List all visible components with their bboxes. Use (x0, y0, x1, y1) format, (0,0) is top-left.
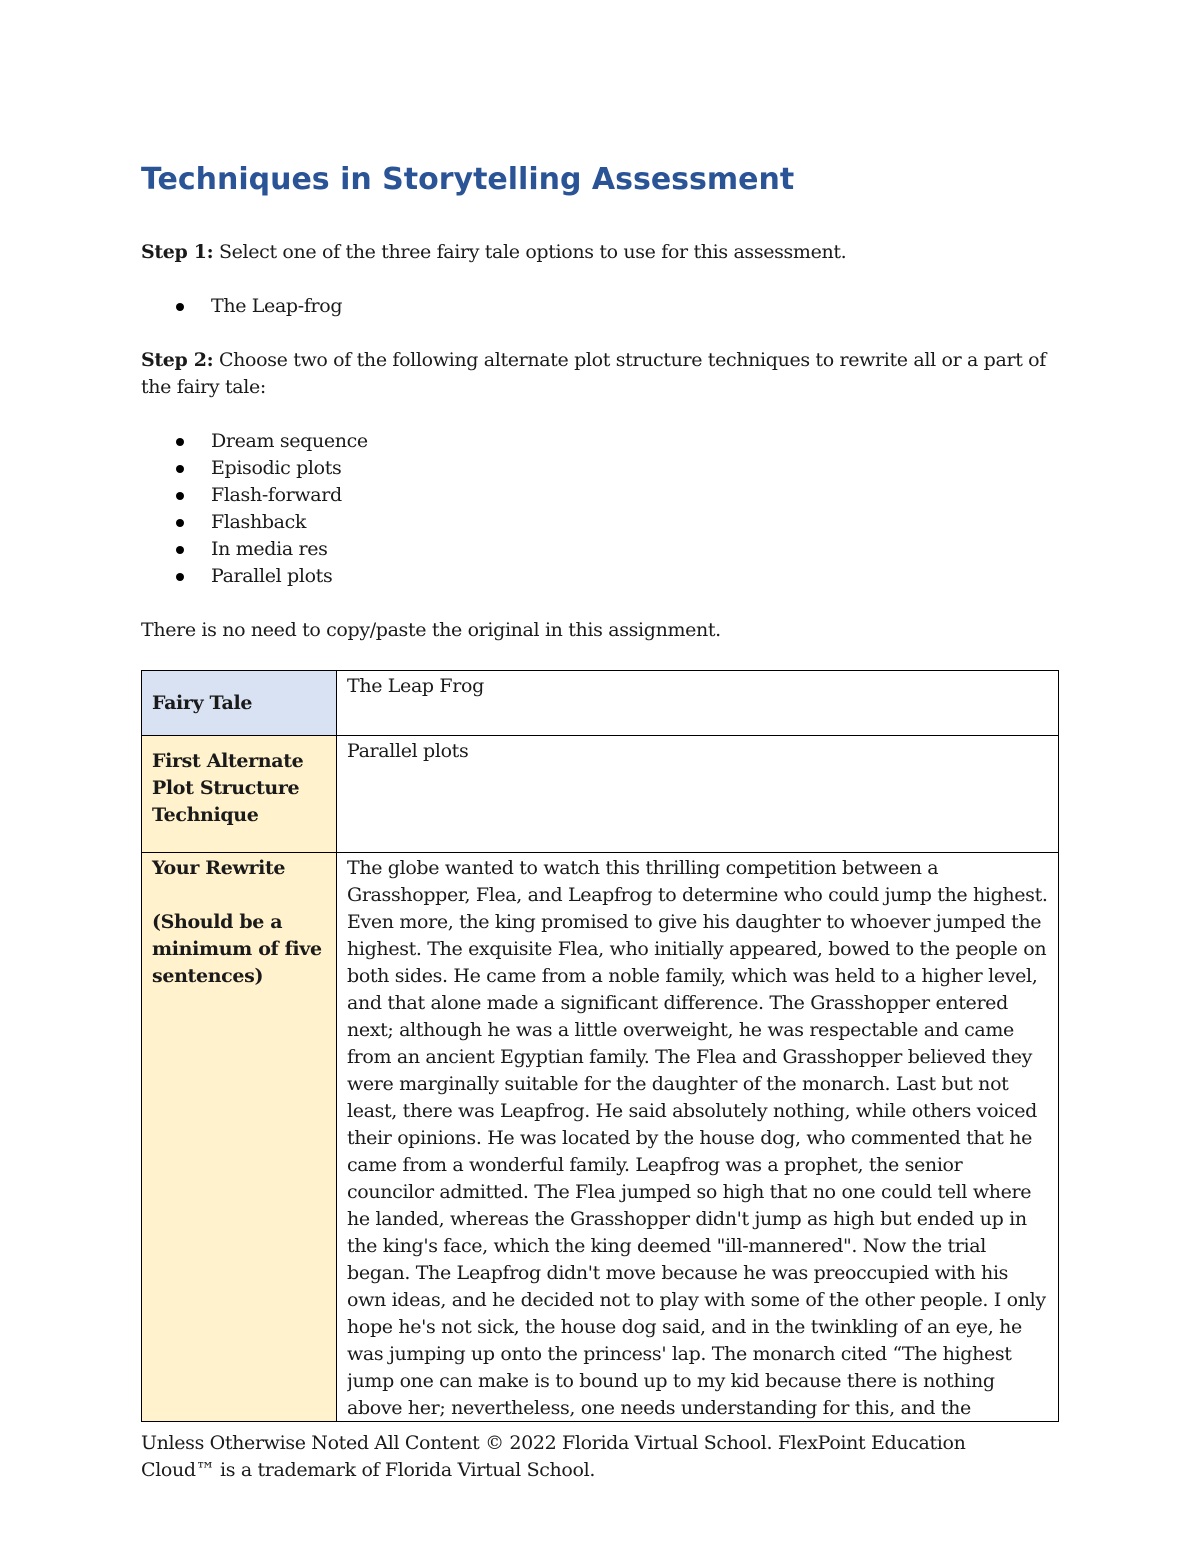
step2-paragraph (141, 347, 1061, 401)
technique-label: Parallel plots (211, 565, 333, 587)
option-label: The Leap-frog (211, 295, 343, 317)
step1-label: Step 1: (141, 241, 214, 263)
list-item (141, 509, 368, 536)
table-row (142, 853, 1059, 1422)
bullet-icon (176, 465, 184, 473)
technique-label: Flash-forward (211, 484, 342, 506)
step1-paragraph (141, 239, 1061, 266)
bullet-icon (176, 573, 184, 581)
rewrite-value-cell (337, 853, 1059, 1422)
fairy-tale-label: Fairy Tale (142, 671, 337, 736)
table-row (142, 736, 1059, 853)
note-paragraph: There is no need to copy/paste the original in this assignment. (141, 619, 721, 641)
techniques-list (141, 428, 368, 590)
step2-text: Choose two of the following alternate plot structure techniques to rewrite all or a part of the fairy tale: (141, 349, 1046, 398)
list-item (141, 428, 368, 455)
page-title: Techniques in Storytelling Assessment (141, 162, 795, 197)
technique-label: Flashback (211, 511, 307, 533)
bullet-icon (176, 492, 184, 500)
bullet-icon (176, 303, 184, 311)
list-item (141, 293, 342, 320)
technique-label: Episodic plots (211, 457, 342, 479)
rewrite-note: (Should be a minimum of five sentences) (152, 911, 322, 987)
list-item (141, 563, 368, 590)
step1-text: Select one of the three fairy tale options to use for this assessment. (213, 241, 847, 263)
rewrite-text: The globe wanted to watch this thrilling competition between a Grasshopper, Flea, and Leapfrog to determine who could jump the highest. Even more, the king promised to give his daughter to whoever jumped the highest. The exquisite Flea, who initially appeared, bowed to the people on both sides. He came from a noble family, which was held to a higher level, and that alone made a significant difference. The Grasshopper entered next; although he was a little overweight, he was respectable and came from an ancient Egyptian family. The Flea and Grasshopper believed they were marginally suitable for the daughter of the monarch. Last but not least, there was Leapfrog. He said absolutely nothing, while others voiced their opinions. He was located by the house dog, who commented that he came from a wonderful family. Leapfrog was a prophet, the senior councilor admitted. The Flea jumped so high that no one could tell where he landed, whereas the Grasshopper didn't jump as high but ended up in the king's face, which the king deemed "ill-mannered". Now the trial began. The Leapfrog didn't move because he was preoccupied with his own ideas, and he decided not to play with some of the other people. I only hope he's not sick, the house dog said, and in the twinkling of an eye, he was jumping up onto the princess' lap. The monarch cited “The highest jump one can make is to bound up to my kid because there is nothing above her; nevertheless, one needs understanding for this, and the (347, 857, 1048, 1419)
list-item (141, 482, 368, 509)
bullet-icon (176, 519, 184, 527)
technique-label: In media res (211, 538, 328, 560)
list-item (141, 455, 368, 482)
assessment-table (141, 670, 1059, 1422)
rewrite-label: Your Rewrite (152, 857, 286, 879)
fairy-tale-options-list (141, 293, 342, 320)
rewrite-label-cell (142, 853, 337, 1422)
first-technique-value: Parallel plots (337, 736, 1059, 853)
bullet-icon (176, 438, 184, 446)
bullet-icon (176, 546, 184, 554)
table-row (142, 671, 1059, 736)
technique-label: Dream sequence (211, 430, 368, 452)
first-technique-label: First Alternate Plot Structure Technique (142, 736, 337, 853)
fairy-tale-value: The Leap Frog (337, 671, 1059, 736)
list-item (141, 536, 368, 563)
copyright-footer: Unless Otherwise Noted All Content © 2022 Florida Virtual School. FlexPoint Education Cloud™ is a trademark of Florida Virtual School. (141, 1432, 966, 1481)
step2-label: Step 2: (141, 349, 214, 371)
